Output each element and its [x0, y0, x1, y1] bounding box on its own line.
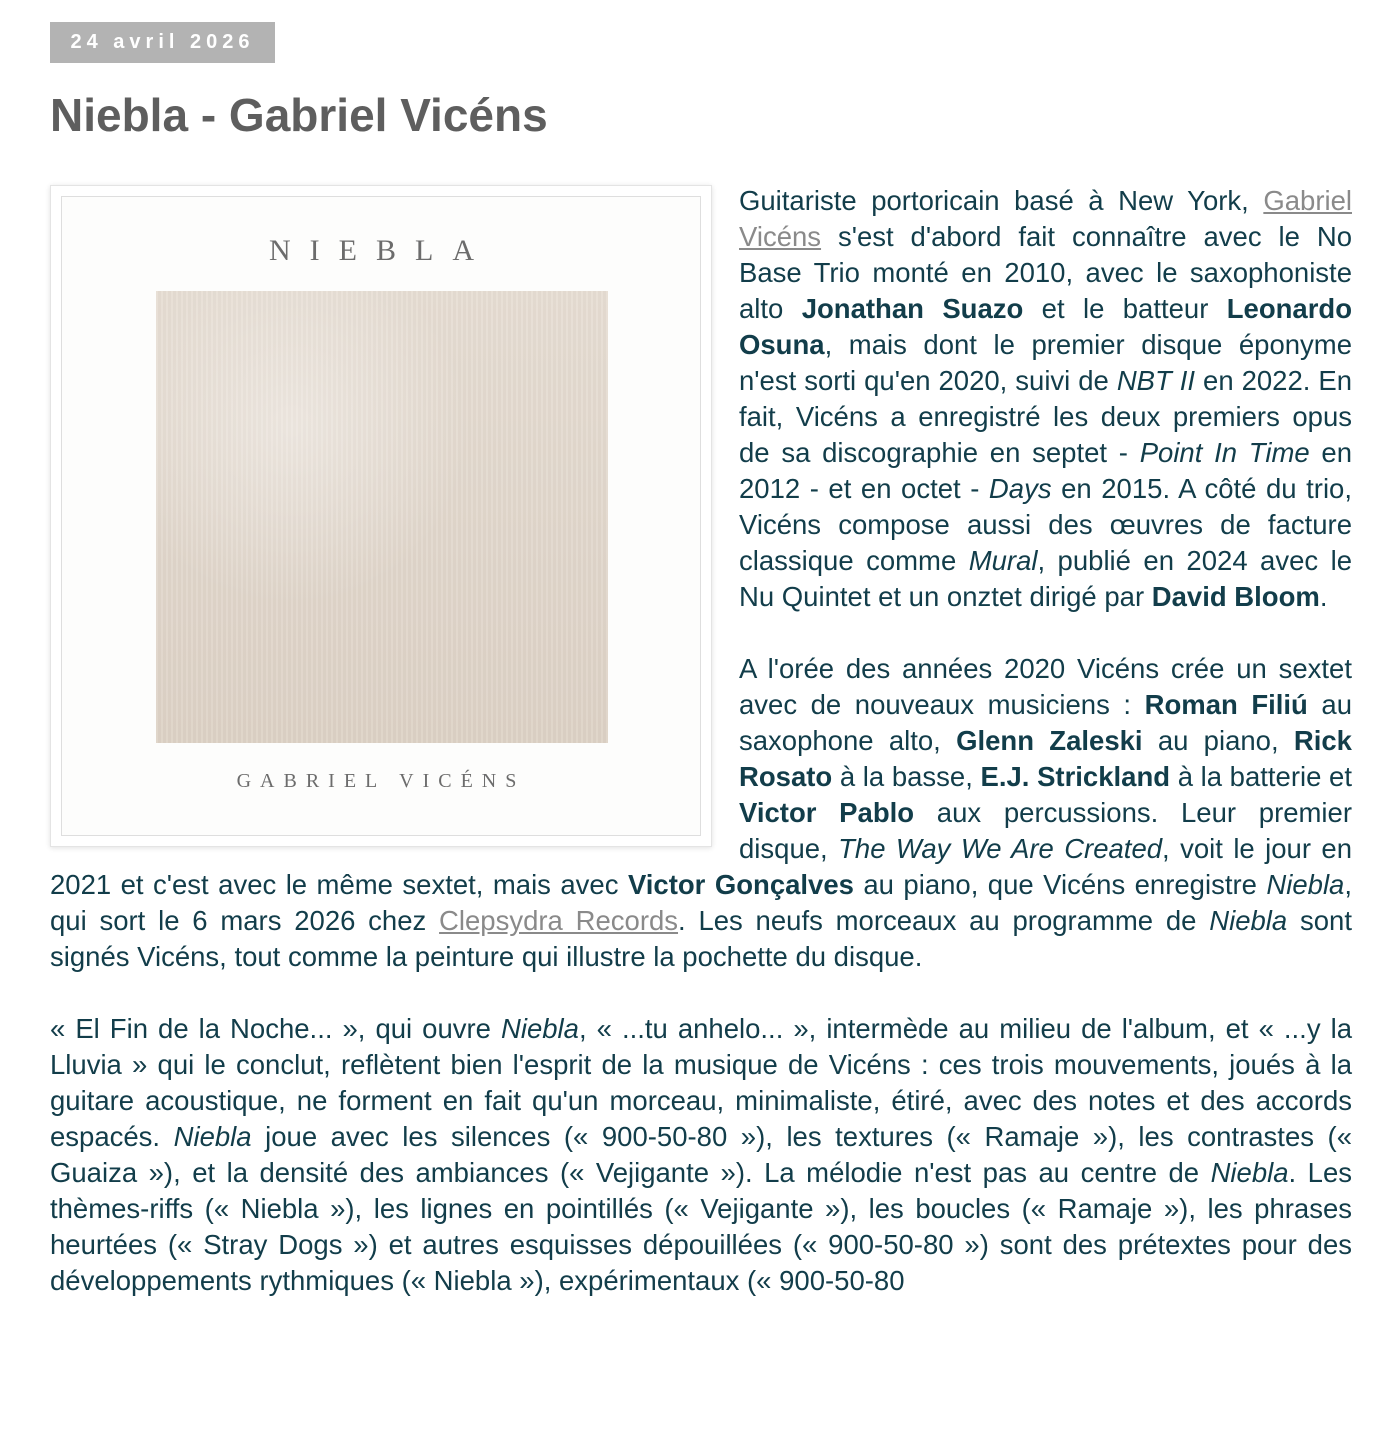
- text: , publié en 2024 avec le Nu Quintet et un onztet dirigé par: [739, 545, 1352, 612]
- artist-link[interactable]: Gabriel Vicéns: [739, 185, 1352, 252]
- album-title: Niebla: [173, 1121, 252, 1152]
- text: au saxophone alto,: [739, 689, 1352, 756]
- cover-artist: GABRIEL VICÉNS: [236, 770, 526, 792]
- album-title: The Way We Are Created: [838, 833, 1163, 864]
- album-title: Niebla: [1210, 1157, 1289, 1188]
- post-title[interactable]: Niebla - Gabriel Vicéns: [50, 89, 548, 141]
- text: . Les thèmes-riffs (« Niebla »), les lignes en pointillés (« Vejigante »), les boucles (« Ramaje »), les phrases heurtées (« Stray Dogs ») et autres esquisses dépouillées (« 900-50-80 ») sont des prétextes pour des développements rythmiques (« Niebla »), expérimentaux (« 900-50-80: [50, 1157, 1352, 1296]
- musician-name: E.J. Strickland: [980, 761, 1171, 792]
- text: sont signés Vicéns, tout comme la peinture qui illustre la pochette du disque.: [50, 905, 1352, 972]
- album-title: Niebla: [1266, 869, 1345, 900]
- text: au piano, que Vicéns enregistre: [853, 869, 1267, 900]
- cover-title: NIEBLA: [269, 234, 493, 267]
- text: , voit le jour en 2021 et c'est avec le même sextet, mais avec: [50, 833, 1353, 900]
- album-title: Mural: [968, 545, 1038, 576]
- post-body: [50, 183, 1352, 1335]
- text: en 2015. A côté du trio, Vicéns compose aussi des œuvres de facture classique comme: [739, 473, 1352, 576]
- cover-painting: [156, 291, 608, 743]
- text: au piano,: [1142, 725, 1294, 756]
- album-title: Point In Time: [1139, 437, 1310, 468]
- text: à la basse,: [832, 761, 981, 792]
- musician-name: Victor Gonçalves: [627, 869, 854, 900]
- musician-name: Roman Filiú: [1144, 689, 1308, 720]
- text: , qui sort le 6 mars 2026 chez: [50, 869, 1352, 936]
- text: « El Fin de la Noche... », qui ouvre: [50, 1013, 501, 1044]
- label-link[interactable]: Clepsydra Records: [439, 905, 679, 936]
- text: joue avec les silences (« 900-50-80 »), les textures (« Ramaje »), les contrastes (« Guaiza »), et la densité des ambiances (« Vejigante »). La mélodie n'est pas au centre de: [50, 1121, 1352, 1188]
- text: s'est d'abord fait connaître avec le No Base Trio monté en 2010, avec le saxophoniste alto: [739, 221, 1352, 324]
- album-title: Days: [988, 473, 1052, 504]
- musician-name: Leonardo Osuna: [739, 293, 1353, 360]
- text: à la batterie et: [1170, 761, 1352, 792]
- text: et le batteur: [1023, 293, 1227, 324]
- album-title: NBT II: [1116, 365, 1196, 396]
- text: A l'orée des années 2020 Vicéns crée un sextet avec de nouveaux musiciens :: [739, 653, 1352, 720]
- album-title: Niebla: [1209, 905, 1288, 936]
- text: . Les neufs morceaux au programme de: [678, 905, 1210, 936]
- musician-name: David Bloom: [1151, 581, 1320, 612]
- text: .: [1319, 581, 1328, 612]
- musician-name: Glenn Zaleski: [956, 725, 1143, 756]
- album-title: Niebla: [501, 1013, 579, 1044]
- text: , « ...tu anhelo... », intermède au milieu de l'album, et « ...y la Lluvia » qui le conclut, reflètent bien l'esprit de la musique de Vicéns : ces trois mouvements, joués à la guitare acoustique, ne forment en fait qu'un morceau, minimaliste, étiré, avec des notes et des accords espacés.: [50, 1013, 1352, 1152]
- musician-name: Victor Pablo: [739, 797, 915, 828]
- text: aux percussions. Leur premier disque,: [739, 797, 1352, 864]
- album-cover-image[interactable]: [50, 185, 712, 847]
- bottom-fade: [0, 1427, 1399, 1449]
- paragraph-3: [50, 1011, 1352, 1299]
- album-cover-frame: [61, 196, 701, 836]
- text: en 2022. En fait, Vicéns a enregistré les deux premiers opus de sa discographie en septet -: [739, 365, 1352, 468]
- text: , mais dont le premier disque éponyme n'est sorti qu'en 2020, suivi de: [739, 329, 1352, 396]
- text: en 2012 - et en octet -: [739, 437, 1352, 504]
- post-date: 24 avril 2026: [50, 22, 275, 63]
- musician-name: Jonathan Suazo: [801, 293, 1024, 324]
- text: Guitariste portoricain basé à New York,: [739, 185, 1264, 216]
- musician-name: Rick Rosato: [739, 725, 1352, 792]
